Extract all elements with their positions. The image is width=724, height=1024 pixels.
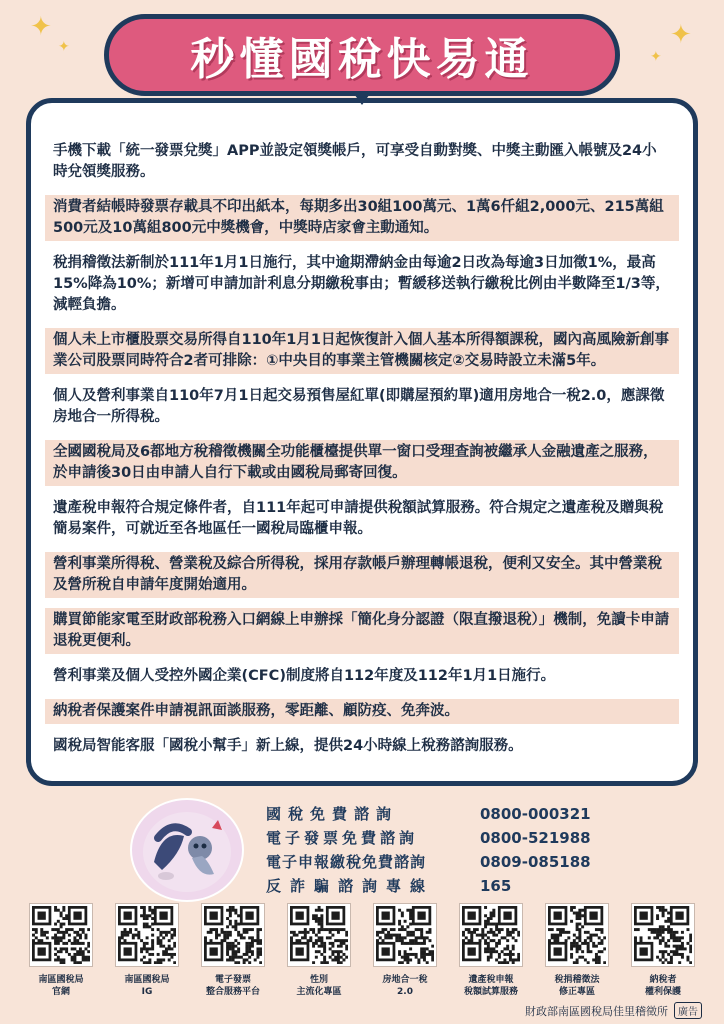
list-item: 個人及營利事業自110年7月1日起交易預售屋紅單(即購屋預約單)適用房地合一稅2.0，應課徵房地合一所得稅。 <box>53 388 665 425</box>
footer <box>525 1002 702 1019</box>
qr-item[interactable] <box>624 904 702 1000</box>
hotline-list <box>266 802 591 898</box>
list-item: 國稅局智能客服「國稅小幫手」新上線，提供24小時線上稅務諮詢服務。 <box>53 738 523 754</box>
qr-label: 納稅者 權利保護 <box>644 975 681 997</box>
qr-code-icon[interactable] <box>632 904 694 966</box>
qr-item[interactable] <box>538 904 616 1000</box>
hotline-row <box>266 850 591 874</box>
list-item: 遺產稅申報符合規定條件者，自111年起可申請提供稅額試算服務。符合規定之遺產稅及贈與稅簡易案件，可就近至各地區任一國稅局臨櫃申報。 <box>53 500 664 537</box>
sparkle-icon: ✦ <box>58 39 70 55</box>
agency-name: 財政部南區國稅局佳里稽徵所 <box>525 1004 668 1018</box>
qr-label: 南區國稅局 官網 <box>38 975 84 997</box>
hotline-label: 電子發票免費諮詢 <box>266 829 419 847</box>
qr-code-icon[interactable] <box>288 904 350 966</box>
list-item: 納稅者保護案件申請視訊面談服務，零距離、顧防疫、免奔波。 <box>45 699 679 724</box>
qr-item[interactable] <box>452 904 530 1000</box>
list-item: 全國國稅局及6都地方稅稽徵機關全功能櫃檯提供單一窗口受理查詢被繼承人金融遺產之服務，於申請後30日由申請人自行下載或由國稅局郵寄回復。 <box>45 440 679 486</box>
list-item: 個人未上市櫃股票交易所得自110年1月1日起恢復計入個人基本所得額課稅，國內高風險新創事業公司股票同時符合2者可排除：①中央目的事業主管機關核定②交易時設立未滿5年。 <box>45 328 679 374</box>
qr-code-icon[interactable] <box>546 904 608 966</box>
hotline-row <box>266 826 591 850</box>
qr-label: 南區國稅局 IG <box>124 975 170 997</box>
hotline-number[interactable]: 165 <box>480 877 512 895</box>
sparkle-icon: ✦ <box>30 12 52 42</box>
qr-code-icon[interactable] <box>202 904 264 966</box>
hotline-section <box>130 798 610 898</box>
qr-code-row <box>22 904 702 1000</box>
list-item: 消費者結帳時發票存載具不印出紙本，每期多出30組100萬元、1萬6仟組2,000元、215萬組500元及10萬組800元中獎機會，中獎時店家會主動通知。 <box>45 195 679 241</box>
qr-label: 遺產稅申報 稅額試算服務 <box>463 975 518 997</box>
list-item: 營利事業及個人受控外國企業(CFC)制度將自112年度及112年1月1日施行。 <box>53 668 556 684</box>
list-item: 營利事業所得稅、營業稅及綜合所得稅，採用存款帳戶辦理轉帳退稅，便利又安全。其中營業稅及營所稅自申請年度開始適用。 <box>45 552 679 598</box>
mascot-illustration <box>130 798 244 902</box>
hotline-label: 國稅免費諮詢 <box>266 805 399 823</box>
hotline-row <box>266 802 591 826</box>
qr-item[interactable] <box>280 904 358 1000</box>
sparkle-icon: ✦ <box>650 49 662 65</box>
hotline-label: 電子申報繳稅免費諮詢 <box>266 853 427 871</box>
qr-label: 性別 主流化專區 <box>296 975 342 997</box>
qr-item[interactable] <box>194 904 272 1000</box>
list-item: 手機下載「統一發票兌獎」APP並設定領獎帳戶，可享受自動對獎、中獎主動匯入帳號及24小時兌領獎服務。 <box>53 143 657 180</box>
qr-code-icon[interactable] <box>374 904 436 966</box>
hotline-label: 反詐騙諮詢專線 <box>266 877 435 895</box>
qr-code-icon[interactable] <box>30 904 92 966</box>
list-item: 稅捐稽徵法新制於111年1月1日施行，其中逾期滯納金由每逾2日改為每逾3日加徵1%，最高15%降為10%；新增可申請加計利息分期繳稅事由；暫緩移送執行繳稅比例由半數降至1/3等，減輕負擔。 <box>53 255 670 313</box>
info-list <box>26 98 698 786</box>
hotline-row <box>266 874 591 898</box>
sparkle-icon: ✦ <box>670 20 692 50</box>
page-title: 秒懂國稅快易通 <box>190 34 534 85</box>
hotline-number[interactable]: 0809-085188 <box>480 853 591 871</box>
title-banner <box>104 14 620 96</box>
qr-code-icon[interactable] <box>116 904 178 966</box>
qr-label: 電子發票 整合服務平台 <box>205 975 260 997</box>
qr-code-icon[interactable] <box>460 904 522 966</box>
qr-label: 房地合一稅 2.0 <box>382 975 428 997</box>
qr-item[interactable] <box>22 904 100 1000</box>
qr-item[interactable] <box>108 904 186 1000</box>
qr-item[interactable] <box>366 904 444 1000</box>
hotline-number[interactable]: 0800-000321 <box>480 805 591 823</box>
list-item: 購買節能家電至財政部稅務入口網線上申辦採「簡化身分認證（限直撥退稅）」機制，免讀卡申請退稅更便利。 <box>45 608 679 654</box>
mascot-icon <box>132 800 242 900</box>
hotline-number[interactable]: 0800-521988 <box>480 829 591 847</box>
qr-label: 稅捐稽徵法 修正專區 <box>554 975 600 997</box>
ad-badge: 廣告 <box>674 1002 702 1019</box>
